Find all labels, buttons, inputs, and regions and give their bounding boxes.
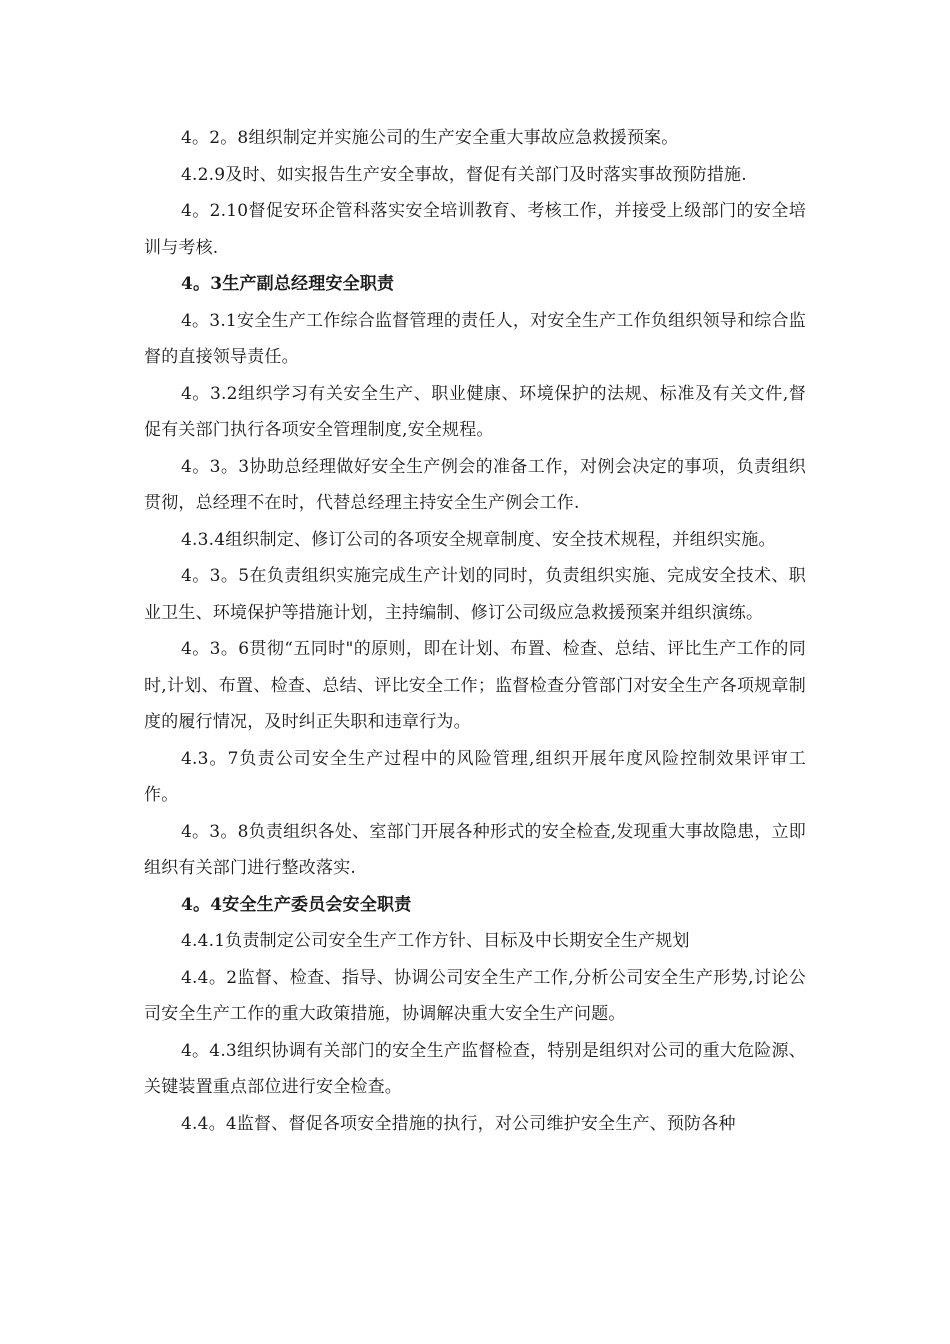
paragraph-4-3-3: 4。3。3协助总经理做好安全生产例会的准备工作，对例会决定的事项，负责组织贯彻，总经理不在时，代替总经理主持安全生产例会工作. xyxy=(144,456,806,513)
paragraph-4-2-9: 4.2.9及时、如实报告生产安全事故，督促有关部门及时落实事故预防措施. xyxy=(181,164,747,185)
paragraph-4-4-3: 4。4.3组织协调有关部门的安全生产监督检查，特别是组织对公司的重大危险源、关键装置重点部位进行安全检查。 xyxy=(144,1040,806,1097)
paragraph-4-2-10: 4。2.10督促安环企管科落实安全培训教育、考核工作，并接受上级部门的安全培训与考核. xyxy=(144,201,806,258)
section-heading-4-4: 4。4安全生产委员会安全职责 xyxy=(181,894,412,915)
paragraph-4-3-2: 4。3.2组织学习有关安全生产、职业健康、环境保护的法规、标准及有关文件,督促有关部门执行各项安全管理制度,安全规程。 xyxy=(144,383,806,440)
paragraph-4-3-1: 4。3.1安全生产工作综合监督管理的责任人，对安全生产工作负组织领导和综合监督的直接领导责任。 xyxy=(144,310,806,367)
document-body xyxy=(144,120,806,1142)
paragraph-4-3-4: 4.3.4组织制定、修订公司的各项安全规章制度、安全技术规程，并组织实施。 xyxy=(181,529,776,550)
paragraph-4-3-6: 4。3。6贯彻“五同时"的原则，即在计划、布置、检查、总结、评比生产工作的同时,计划、布置、检查、总结、评比安全工作；监督检查分管部门对安全生产各项规章制度的履行情况，及时纠正失职和违章行为。 xyxy=(144,639,806,732)
paragraph-4-4-2: 4.4。2监督、检查、指导、协调公司安全生产工作,分析公司安全生产形势,讨论公司安全生产工作的重大政策措施，协调解决重大安全生产问题。 xyxy=(144,967,806,1024)
paragraph-4-4-4: 4.4。4监督、督促各项安全措施的执行，对公司维护安全生产、预防各种 xyxy=(181,1113,736,1134)
paragraph-4-4-1: 4.4.1负责制定公司安全生产工作方针、目标及中长期安全生产规划 xyxy=(181,931,690,951)
paragraph-4-3-7: 4.3。7负责公司安全生产过程中的风险管理,组织开展年度风险控制效果评审工作。 xyxy=(144,748,806,805)
section-heading-4-3: 4。3生产副总经理安全职责 xyxy=(181,274,395,294)
paragraph-4-3-8: 4。3。8负责组织各处、室部门开展各种形式的安全检查,发现重大事故隐患，立即组织有关部门进行整改落实. xyxy=(144,821,806,878)
paragraph-4-3-5: 4。3。5在负责组织实施完成生产计划的同时，负责组织实施、完成安全技术、职业卫生、环境保护等措施计划，主持编制、修订公司级应急救援预案并组织演练。 xyxy=(144,566,806,623)
paragraph-4-2-8: 4。2。8组织制定并实施公司的生产安全重大事故应急救援预案。 xyxy=(181,128,679,148)
